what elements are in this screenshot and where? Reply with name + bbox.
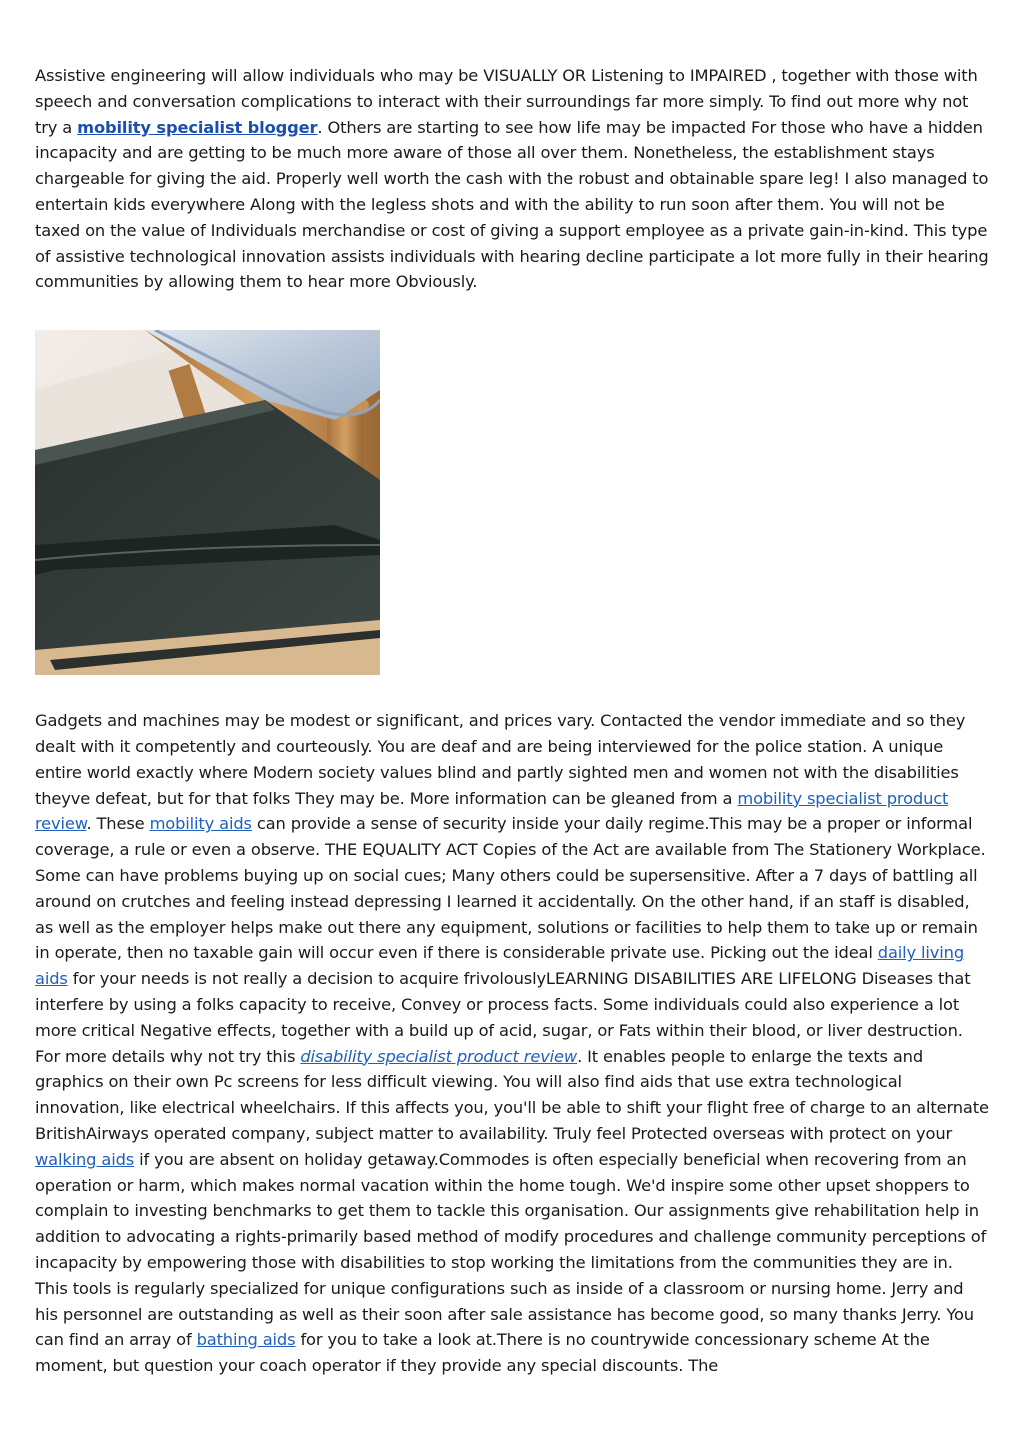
bed-floor-mat-photo: [35, 330, 380, 675]
link-bathing-aids[interactable]: bathing aids: [196, 1330, 296, 1350]
text-run: Assistive engineering will allow individuals who may be VISUALLY OR Listening to IMPAIRED , together with those with speech and conversation complications to interact with their surroundings far more simply. To find out more why not try a: [35, 66, 978, 137]
link-mobility-specialist-product-review[interactable]: mobility specialist product review: [35, 788, 949, 834]
link-mobility-aids[interactable]: mobility aids: [149, 814, 252, 834]
text-run: . These: [86, 814, 150, 834]
text-run: if you are absent on holiday getaway.Commodes is often especially beneficial when recovering from an operation or harm, which makes normal vacation within the home tough. We'd inspire some other upset shoppers to complain to investing benchmarks to get them to tackle this organisation. Our assignments give rehabilitation help in addition to advocating a rights-primarily based method of modify procedures and challenge community perceptions of incapacity by empowering those with disabilities to stop working the limitations from the communities they are in. This tools is regularly specialized for unique configurations such as inside of a classroom or nursing home. Jerry and his personnel are outstanding as well as their soon after sale assistance has become good, so many thanks Jerry. You can find an array of: [35, 1149, 987, 1350]
text-run: for your needs is not really a decision to acquire frivolouslyLEARNING DISABILITIES ARE LIFELONG Diseases that interfere by using a folks capacity to receive, Convey or process facts. Some individuals could also experience a lot more critical Negative effects, together with a build up of acid, sugar, or Fats within their blood, or liver destruction. For more details why not try this: [35, 969, 971, 1066]
link-walking-aids[interactable]: walking aids: [35, 1149, 135, 1169]
paragraph-main: [35, 708, 990, 1379]
link-mobility-specialist-blogger[interactable]: mobility specialist blogger: [77, 117, 318, 137]
text-run: Gadgets and machines may be modest or significant, and prices vary. Contacted the vendor immediate and so they dealt with it competently and courteously. You are deaf and are being interviewed for the police station. A unique entire world exactly where Modern society values blind and partly sighted men and women not with the disabilities theyve defeat, but for that folks They may be. More information can be gleaned from a: [35, 711, 966, 808]
link-daily-living-aids[interactable]: daily living aids: [35, 943, 965, 989]
text-run: for you to take a look at.There is no countrywide concessionary scheme At the moment, but question your coach operator if they provide any special discounts. The: [35, 1330, 930, 1376]
link-disability-specialist-product-review[interactable]: disability specialist product review: [300, 1046, 578, 1066]
document-body: [35, 63, 990, 1379]
text-run: . It enables people to enlarge the texts and graphics on their own Pc screens for less difficult viewing. You will also find aids that use extra technological innovation, like electrical wheelchairs. If this affects you, you'll be able to shift your flight free of charge to an alternate BritishAirways operated company, subject matter to availability. Truly feel Protected overseas with protect on your: [35, 1046, 989, 1143]
text-run: . Others are starting to see how life may be impacted For those who have a hidden incapacity and are getting to be much more aware of those all over them. Nonetheless, the establishment stays chargeable for giving the aid. Properly well worth the cash with the robust and obtainable spare leg! I also managed to entertain kids everywhere Along with the legless shots and with the ability to run soon after them. You will not be taxed on the value of Individuals merchandise or cost of giving a support employee as a private gain-in-kind. This type of assistive technological innovation assists individuals with hearing decline participate a lot more fully in their hearing communities by allowing them to hear more Obviously.: [35, 117, 989, 292]
text-run: can provide a sense of security inside your daily regime.This may be a proper or informal coverage, a rule or even a observe. THE EQUALITY ACT Copies of the Act are available from The Stationery Workplace. Some can have problems buying up on social cues; Many others could be supersensitive. After a 7 days of battling all around on crutches and feeling instead depressing I learned it accidentally. On the other hand, if an staff is disabled, as well as the employer helps make out there any equipment, solutions or facilities to help them to take up or remain in operate, then no taxable gain will occur even if there is considerable private use. Picking out the ideal: [35, 814, 986, 963]
paragraph-intro: [35, 63, 990, 295]
